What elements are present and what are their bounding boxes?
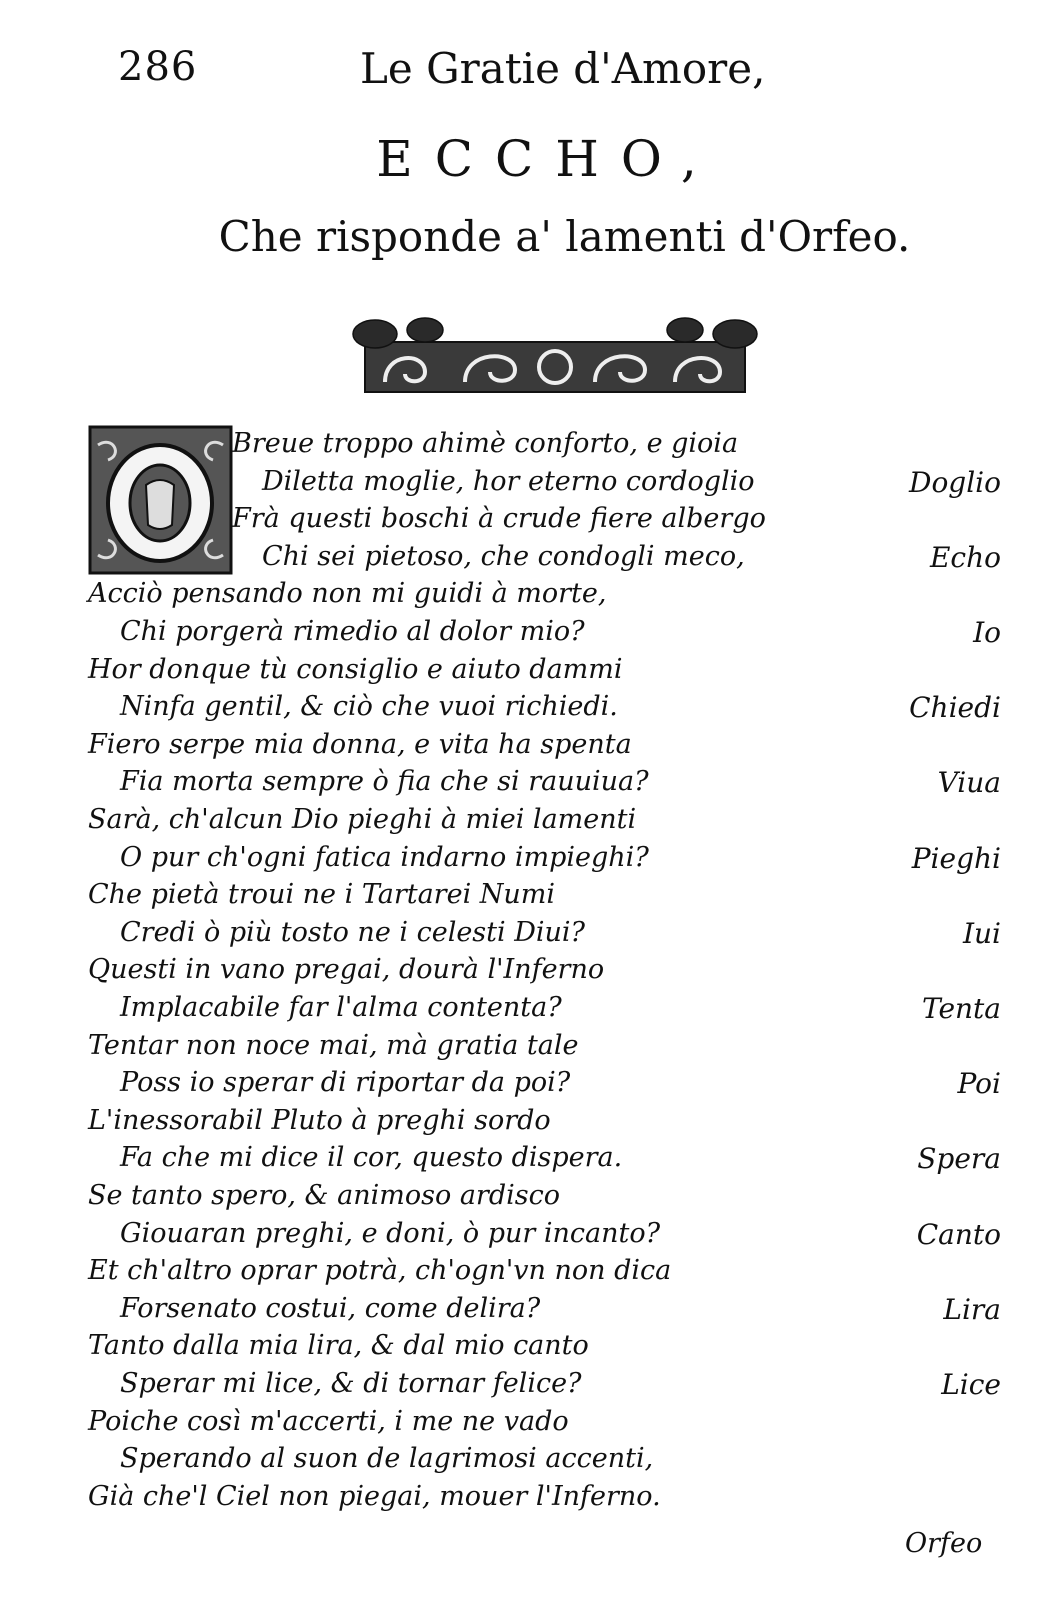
verse-line: Fia morta sempre ò fia che si rauuiua?: [120, 766, 649, 798]
ornament-headpiece-icon: [345, 312, 765, 400]
verse-line: Diletta moglie, hor eterno cordoglio: [262, 465, 755, 497]
verse-line: Giouaran preghi, e doni, ò pur incanto?: [120, 1217, 661, 1249]
echo-response: Lira: [943, 1292, 1001, 1326]
verse-line: Sperando al suon de lagrimosi accenti,: [120, 1443, 654, 1475]
verse-line: Acciò pensando non mi guidi à morte,: [88, 578, 607, 610]
verse-line: O pur ch'ogni fatica indarno impieghi?: [120, 841, 649, 873]
verse-line: Credi ò più tosto ne i celesti Diui?: [120, 916, 586, 948]
echo-response: Tenta: [921, 992, 1001, 1025]
verse-line: Hor donque tù consiglio e aiuto dammi: [88, 653, 623, 685]
verse-line: Chi porgerà rimedio al dolor mio?: [120, 616, 585, 647]
verse-line: Sperar mi lice, & di tornar felice?: [120, 1368, 582, 1399]
verse-line: Fiero serpe mia donna, e vita ha spenta: [88, 728, 632, 760]
drop-cap-o-icon: [88, 425, 233, 575]
echo-response: Chiedi: [909, 691, 1001, 725]
verse-line: Che pietà troui ne i Tartarei Numi: [88, 879, 556, 911]
echo-response: Lice: [941, 1368, 1001, 1401]
echo-response: Viua: [937, 766, 1001, 800]
verse-line: Forsenato costui, come delira?: [120, 1292, 541, 1324]
verse-line: Poss io sperar di riportar da poi?: [120, 1067, 571, 1099]
verse-line: Tanto dalla mia lira, & dal mio canto: [88, 1330, 589, 1362]
verse-line: Se tanto spero, & animoso ardisco: [88, 1180, 560, 1211]
verse-line: Fa che mi dice il cor, questo dispera.: [120, 1142, 623, 1174]
verse-line: Questi in vano pregai, dourà l'Inferno: [88, 954, 605, 986]
page-number: 286: [118, 44, 198, 90]
speaker-name: Orfeo: [905, 1528, 983, 1559]
verse-line: Frà questi boschi à crude fiere albergo: [232, 503, 766, 535]
echo-response: Doglio: [909, 465, 1001, 499]
poem-title: ECCHO,: [376, 130, 719, 188]
echo-response: Iui: [962, 916, 1001, 950]
verse-line: Breue troppo ahimè conforto, e gioia: [232, 428, 739, 459]
verse-line: Ninfa gentil, & ciò che vuoi richiedi.: [120, 691, 618, 723]
verse-line: Chi sei pietoso, che condogli meco,: [262, 540, 745, 572]
running-title: Le Gratie d'Amore,: [360, 44, 766, 93]
verse-line: Implacabile far l'alma contenta?: [120, 992, 562, 1023]
echo-response: Io: [973, 616, 1001, 649]
verse-line: Tentar non noce mai, mà gratia tale: [88, 1029, 579, 1061]
verse-line: Et ch'altro oprar potrà, ch'ogn'vn non dica: [88, 1255, 672, 1287]
echo-response: Echo: [929, 540, 1001, 574]
verse-line: Sarà, ch'alcun Dio pieghi à miei lamenti: [88, 804, 637, 835]
poem-subtitle: Che risponde a' lamenti d'Orfeo.: [218, 212, 911, 261]
echo-response: Spera: [917, 1142, 1001, 1176]
verse-line: Poiche così m'accerti, i me ne vado: [88, 1405, 569, 1437]
echo-response: Pieghi: [911, 841, 1001, 875]
echo-response: Canto: [916, 1217, 1001, 1251]
echo-response: Poi: [957, 1067, 1001, 1101]
verse-line: Già che'l Ciel non piegai, mouer l'Inferno.: [88, 1480, 661, 1512]
verse-line: L'inessorabil Pluto à preghi sordo: [88, 1104, 551, 1136]
